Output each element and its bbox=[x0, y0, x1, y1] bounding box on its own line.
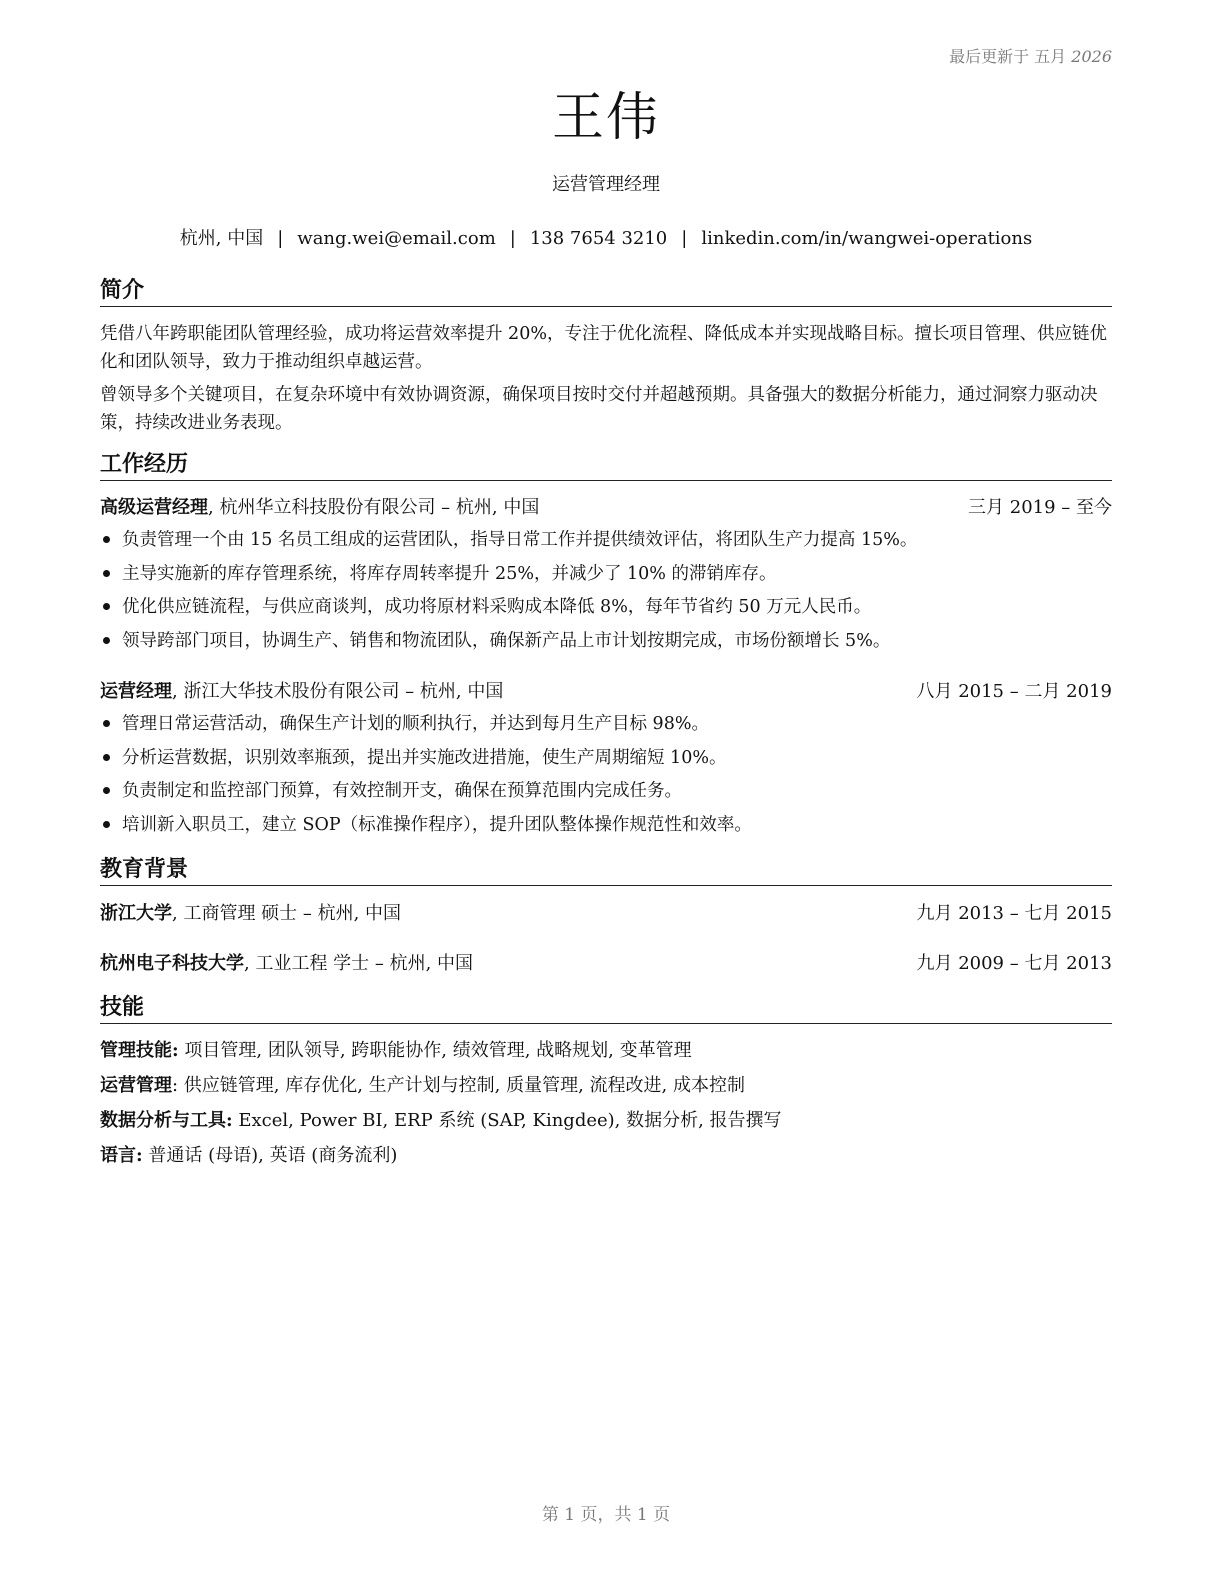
bullet-text: 负责管理一个由 15 名员工组成的运营团队，指导日常工作并提供绩效评估，将团队生产力提高 15%。 bbox=[122, 530, 918, 550]
skill-line bbox=[100, 1072, 1112, 1100]
list-item bbox=[100, 560, 1112, 594]
skill-line bbox=[100, 1107, 1112, 1135]
job-dates: 三月 2019 – 至今 bbox=[968, 497, 1112, 518]
summary-paragraph: 曾领导多个关键项目，在复杂环境中有效协调资源，确保项目按时交付并超越预期。具备强大的数据分析能力，通过洞察力驱动决策，持续改进业务表现。 bbox=[100, 385, 1098, 433]
contact-separator: | bbox=[509, 228, 516, 249]
section-title-skills: 技能 bbox=[100, 993, 1112, 1024]
bullet-text: 领导跨部门项目，协调生产、销售和物流团队，确保新产品上市计划按期完成，市场份额增长 5%。 bbox=[122, 630, 891, 651]
bullet-text: 主导实施新的库存管理系统，将库存周转率提升 25%，并减少了 10% 的滞销库存。 bbox=[122, 563, 777, 584]
school-name: 浙江大学 bbox=[100, 903, 172, 924]
job-header bbox=[100, 678, 1112, 706]
contact-location: 杭州, 中国 bbox=[179, 228, 264, 249]
contact-phone[interactable]: 138 7654 3210 bbox=[529, 228, 668, 249]
contact-email[interactable]: wang.wei@email.com bbox=[297, 228, 496, 249]
skill-value: 普通话 (母语), 英语 (商务流利) bbox=[142, 1145, 398, 1166]
bullet-icon bbox=[103, 637, 110, 644]
school-name: 杭州电子科技大学 bbox=[100, 953, 244, 974]
skill-value: : 供应链管理, 库存优化, 生产计划与控制, 质量管理, 流程改进, 成本控制 bbox=[172, 1075, 745, 1096]
list-item bbox=[100, 526, 1112, 560]
last-updated bbox=[949, 44, 1112, 67]
job-details: , 杭州华立科技股份有限公司 – 杭州, 中国 bbox=[208, 497, 540, 518]
bullet-icon bbox=[103, 720, 110, 727]
list-item bbox=[100, 811, 1112, 845]
bullet-icon bbox=[103, 787, 110, 794]
job-bullets bbox=[100, 710, 1112, 844]
bullet-text: 负责制定和监控部门预算，有效控制开支，确保在预算范围内完成任务。 bbox=[122, 781, 682, 801]
bullet-text: 管理日常运营活动，确保生产计划的顺利执行，并达到每月生产目标 98%。 bbox=[122, 714, 709, 734]
skill-line bbox=[100, 1142, 1112, 1170]
education-entry bbox=[100, 900, 1112, 928]
list-item bbox=[100, 593, 1112, 627]
job-position: 运营经理 bbox=[100, 681, 172, 702]
list-item bbox=[100, 710, 1112, 744]
bullet-icon bbox=[103, 754, 110, 761]
skill-label: 管理技能: bbox=[100, 1040, 179, 1061]
last-updated-prefix: 最后更新于 五月 bbox=[949, 47, 1067, 66]
resume-page bbox=[100, 0, 1112, 1584]
bullet-icon bbox=[103, 570, 110, 577]
bullet-icon bbox=[103, 536, 110, 543]
list-item bbox=[100, 777, 1112, 811]
skill-value: 项目管理, 团队领导, 跨职能协作, 绩效管理, 战略规划, 变革管理 bbox=[178, 1040, 692, 1061]
school-details: , 工业工程 学士 – 杭州, 中国 bbox=[244, 953, 474, 974]
list-item bbox=[100, 627, 1112, 661]
skill-label: 运营管理 bbox=[100, 1075, 172, 1096]
candidate-headline: 运营管理经理 bbox=[552, 174, 660, 195]
contact-linkedin[interactable]: linkedin.com/in/wangwei-operations bbox=[701, 228, 1033, 249]
section-title-education: 教育背景 bbox=[100, 855, 1112, 886]
job-header bbox=[100, 494, 1112, 522]
skill-label: 数据分析与工具: bbox=[100, 1110, 233, 1131]
contact-separator: | bbox=[277, 228, 284, 249]
skill-label: 语言: bbox=[100, 1145, 143, 1166]
school-dates: 九月 2009 – 七月 2013 bbox=[916, 953, 1112, 974]
education-entry bbox=[100, 950, 1112, 978]
bullet-icon bbox=[103, 821, 110, 828]
job-bullets bbox=[100, 526, 1112, 660]
contact-line bbox=[100, 224, 1112, 250]
last-updated-year: 2026 bbox=[1071, 47, 1112, 66]
bullet-text: 分析运营数据，识别效率瓶颈，提出并实施改进措施，使生产周期缩短 10%。 bbox=[122, 747, 727, 768]
bullet-text: 培训新入职员工，建立 SOP（标准操作程序），提升团队整体操作规范性和效率。 bbox=[122, 814, 752, 835]
skill-value: Excel, Power BI, ERP 系统 (SAP, Kingdee), 数据分析, 报告撰写 bbox=[232, 1110, 782, 1131]
skill-line bbox=[100, 1037, 1112, 1065]
bullet-icon bbox=[103, 603, 110, 610]
candidate-name: 王伟 bbox=[551, 88, 660, 148]
section-title-summary: 简介 bbox=[100, 276, 1112, 307]
school-details: , 工商管理 硕士 – 杭州, 中国 bbox=[172, 903, 402, 924]
section-title-experience: 工作经历 bbox=[100, 450, 1112, 481]
bullet-text: 优化供应链流程，与供应商谈判，成功将原材料采购成本降低 8%，每年节省约 50 万元人民币。 bbox=[122, 597, 872, 617]
job-position: 高级运营经理 bbox=[100, 497, 208, 518]
list-item bbox=[100, 744, 1112, 778]
contact-separator: | bbox=[681, 228, 688, 249]
job-dates: 八月 2015 – 二月 2019 bbox=[916, 681, 1112, 702]
school-dates: 九月 2013 – 七月 2015 bbox=[916, 903, 1112, 924]
job-details: , 浙江大华技术股份有限公司 – 杭州, 中国 bbox=[172, 681, 504, 702]
page-footer: 第 1 页，共 1 页 bbox=[541, 1505, 671, 1525]
summary-paragraph: 凭借八年跨职能团队管理经验，成功将运营效率提升 20%，专注于优化流程、降低成本并实现战略目标。擅长项目管理、供应链优化和团队领导，致力于推动组织卓越运营。 bbox=[100, 324, 1107, 372]
